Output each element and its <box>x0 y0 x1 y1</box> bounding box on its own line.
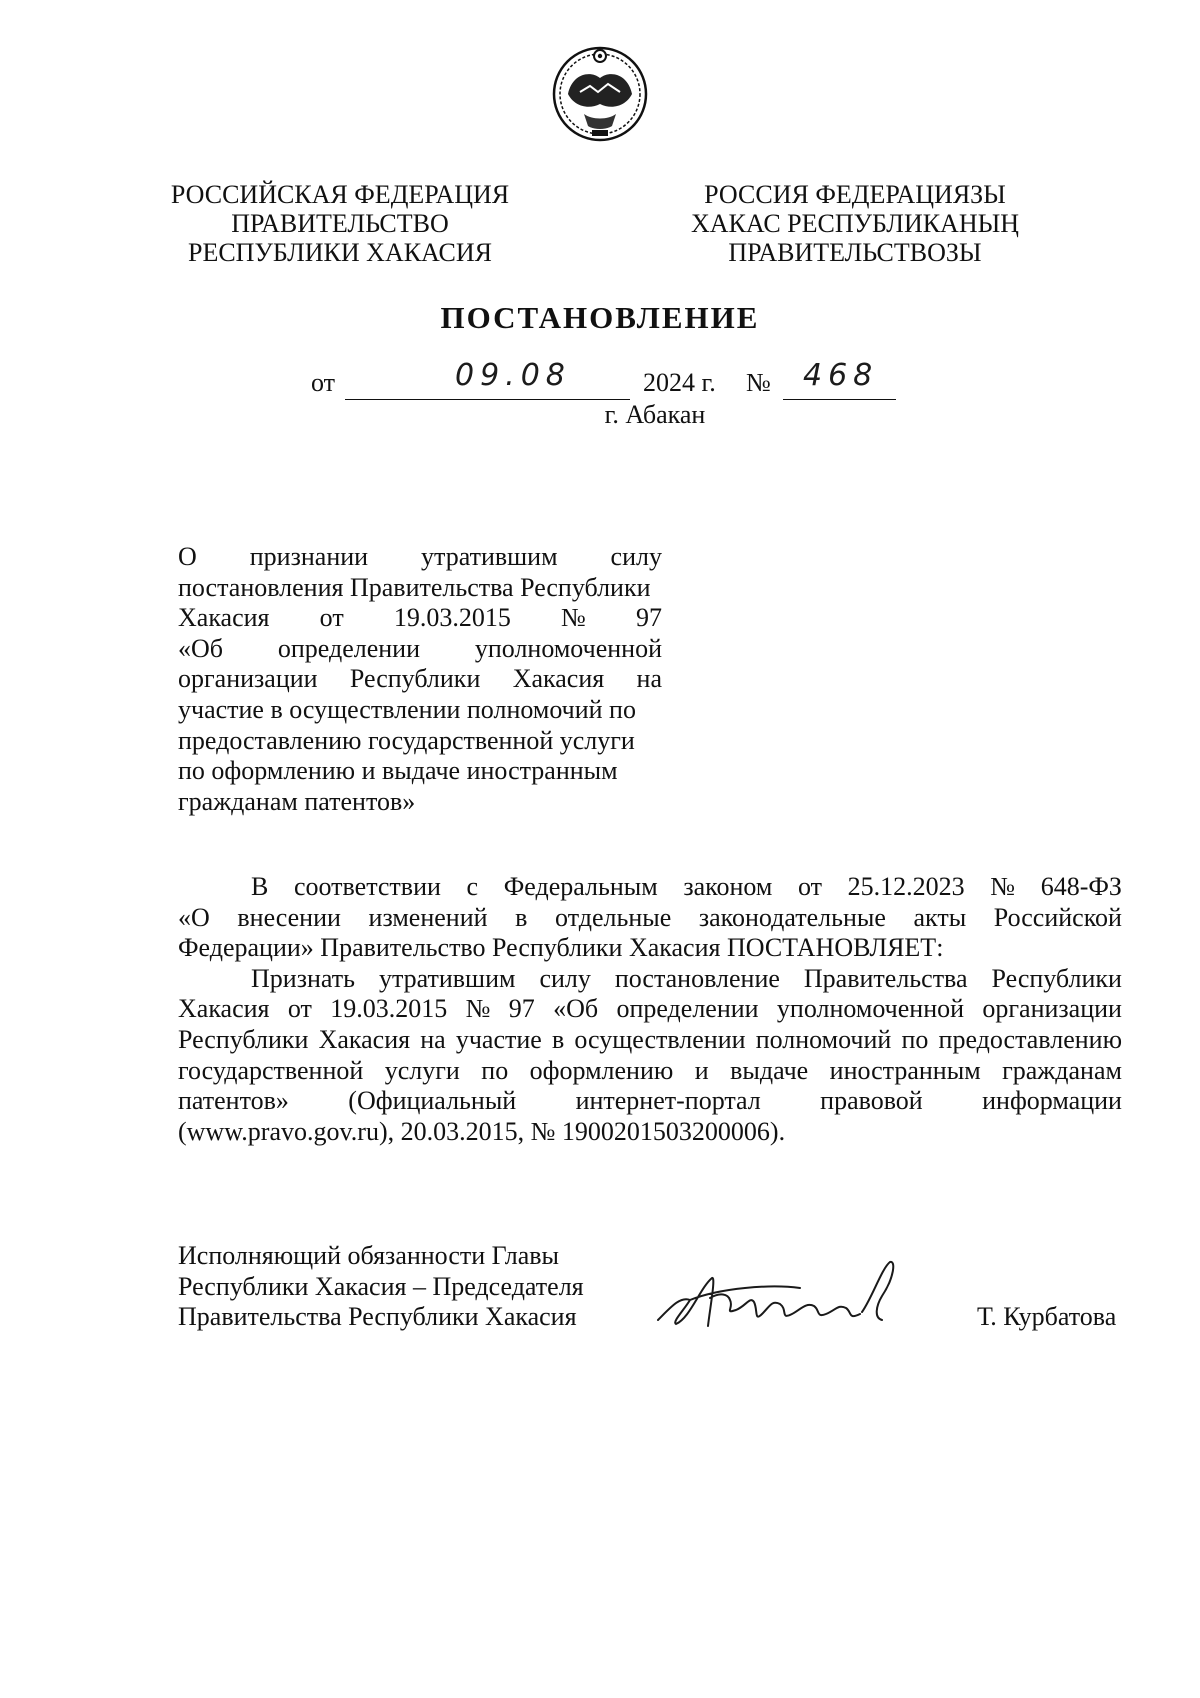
title-word: Республики <box>349 664 481 694</box>
body-word: в <box>551 1024 565 1054</box>
title-word: организации <box>178 664 318 694</box>
body-word: и <box>694 1055 709 1085</box>
body-word: акты <box>913 902 967 932</box>
body-word: «О <box>178 902 210 932</box>
header-right-line-2: ХАКАС РЕСПУБЛИКАНЫҢ <box>690 209 1020 238</box>
title-line: предоставлению государственной услуги <box>178 725 635 755</box>
position-line: Правительства Республики Хакасия <box>178 1302 577 1331</box>
title-block <box>178 542 662 817</box>
body-word: В <box>251 872 269 901</box>
body-word: внесении <box>237 902 341 932</box>
title-word: 19.03.2015 <box>393 603 511 633</box>
body-word: оформлению <box>529 1055 674 1085</box>
body-word: организации <box>982 994 1122 1024</box>
signature-position <box>178 1241 584 1333</box>
body-word: (Официальный <box>348 1086 517 1116</box>
header-left-line-3: РЕСПУБЛИКИ ХАКАСИЯ <box>187 238 492 267</box>
body-word: интернет-портал <box>575 1086 761 1116</box>
body-word: правовой <box>820 1086 923 1116</box>
body-word: 19.03.2015 <box>330 994 448 1024</box>
body-word: полномочий <box>755 1024 892 1054</box>
body-word: Российской <box>993 902 1122 932</box>
body-text <box>178 872 1122 1147</box>
city <box>0 400 1200 430</box>
body-word: № <box>465 994 491 1024</box>
title-word: Хакасия <box>512 664 605 694</box>
title-line <box>178 542 662 573</box>
body-word: Хакасия <box>178 994 270 1024</box>
title-word: силу <box>610 542 662 571</box>
body-word: предоставлению <box>938 1024 1122 1054</box>
body-line <box>178 1025 1122 1056</box>
title-word: № <box>561 603 586 633</box>
position-line: Республики Хакасия – Председателя <box>178 1271 584 1301</box>
body-word: от <box>287 994 312 1024</box>
position-line: Исполняющий обязанности Главы <box>178 1241 559 1270</box>
handwritten-signature <box>650 1248 930 1338</box>
body-line <box>178 994 1122 1025</box>
city-label: г. Абакан <box>604 400 706 429</box>
title-line: по оформлению и выдаче иностранным <box>178 756 618 786</box>
body-word: 97 <box>508 994 535 1024</box>
body-word: соответствии <box>293 872 441 901</box>
body-word: отдельные <box>555 902 672 932</box>
body-word: силу <box>539 963 591 993</box>
body-word: Республики <box>178 1024 309 1054</box>
body-word: по <box>901 1024 929 1054</box>
header-left-line-2: ПРАВИТЕЛЬСТВО <box>231 209 449 238</box>
title-word: О <box>178 542 197 571</box>
header-left-line-1: РОССИЙСКАЯ ФЕДЕРАЦИЯ <box>170 180 510 209</box>
body-word: законодательные <box>698 902 886 932</box>
body-word: услуги <box>384 1055 460 1085</box>
body-word: по <box>481 1055 509 1085</box>
body-word: в <box>515 902 528 932</box>
body-word: от <box>797 872 822 901</box>
body-word: «Об <box>553 994 599 1024</box>
title-word: признании <box>249 542 369 571</box>
handwritten-date: 09.08 <box>455 358 571 393</box>
header-khakas <box>675 180 1035 267</box>
title-word: Хакасия <box>178 603 270 633</box>
title-word: определении <box>277 633 421 663</box>
body-line <box>178 872 1122 903</box>
body-word: гражданам <box>1002 1055 1122 1085</box>
body-line <box>178 1086 1122 1117</box>
title-line: участие в осуществлении полномочий по <box>178 694 636 724</box>
header-right-line-3: ПРАВИТЕЛЬСТВОЗЫ <box>728 238 982 267</box>
from-label: от <box>311 368 336 397</box>
body-word: иностранным <box>829 1055 981 1085</box>
title-word: утратившим <box>421 542 558 571</box>
body-word: государственной <box>178 1055 364 1085</box>
title-word: 97 <box>635 603 662 633</box>
title-word: на <box>636 664 662 694</box>
body-word: изменений <box>368 902 488 932</box>
title-word: «Об <box>178 633 224 663</box>
body-word: постановление <box>614 963 780 993</box>
body-line <box>178 964 1122 995</box>
body-line <box>178 903 1122 934</box>
body-word: осуществлении <box>574 1024 746 1054</box>
body-line: (www.pravo.gov.ru), 20.03.2015, № 1900201503200006). <box>178 1116 786 1146</box>
body-word: № <box>990 872 1016 901</box>
body-word: участие <box>455 1024 542 1054</box>
body-word: 25.12.2023 <box>847 872 965 901</box>
body-word: Федеральным <box>503 872 658 901</box>
body-word: уполномоченной <box>776 994 965 1024</box>
body-line: Федерации» Правительство Республики Хакасия ПОСТАНОВЛЯЕТ: <box>178 933 944 963</box>
signer-name: Т. Курбатова <box>977 1302 1117 1331</box>
body-word: утратившим <box>378 963 516 993</box>
body-line <box>178 1056 1122 1087</box>
body-word: 648-ФЗ <box>1040 872 1122 901</box>
year-label: 2024 г. <box>643 368 716 397</box>
handwritten-number: 468 <box>803 358 879 393</box>
body-word: с <box>466 872 479 901</box>
document-type: ПОСТАНОВЛЕНИЕ <box>440 300 760 335</box>
body-word: определении <box>616 994 759 1024</box>
title-line <box>178 664 662 695</box>
body-word: Республики <box>991 963 1122 993</box>
body-word: Признать <box>251 963 355 993</box>
body-word: законом <box>683 872 773 901</box>
header-right-line-1: РОССИЯ ФЕДЕРАЦИЯЗЫ <box>704 180 1006 209</box>
body-word: на <box>420 1024 446 1054</box>
title-word: от <box>319 603 344 633</box>
body-word: Хакасия <box>318 1024 411 1054</box>
body-word: информации <box>982 1086 1122 1116</box>
title-line <box>178 603 662 634</box>
body-word: Правительства <box>803 963 968 993</box>
body-word: выдаче <box>730 1055 809 1085</box>
title-line: постановления Правительства Республики <box>178 572 651 602</box>
header-russian <box>160 180 520 267</box>
body-word: патентов» <box>178 1086 289 1116</box>
number-label: № <box>746 368 771 397</box>
coat-of-arms-emblem <box>550 44 650 144</box>
title-line <box>178 634 662 665</box>
title-line: гражданам патентов» <box>178 786 416 816</box>
title-word: уполномоченной <box>474 633 662 663</box>
